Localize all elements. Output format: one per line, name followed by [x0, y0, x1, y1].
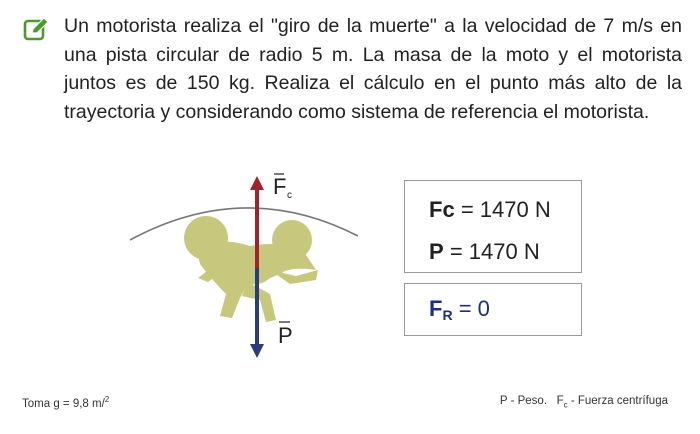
fc-value: = 1470 N [460, 197, 551, 222]
fr-value: = 0 [458, 296, 490, 321]
legend-f-subscript: c [563, 400, 568, 410]
fc-label [273, 174, 292, 201]
fr-subscript: R [442, 307, 453, 323]
weight-arrowhead [250, 344, 264, 358]
resultant-box [404, 283, 582, 336]
motorcycle-rider [184, 216, 318, 322]
gravity-text: Toma g = 9,8 m/ [22, 397, 105, 410]
p-label-letter: P [278, 323, 293, 348]
fc-equation [429, 197, 551, 223]
gravity-note [22, 395, 109, 410]
p-symbol: P [429, 239, 444, 264]
gravity-exponent: 2 [104, 395, 110, 404]
fc-label-subscript: c [287, 190, 292, 201]
centrifugal-arrowhead [250, 176, 264, 190]
fc-label-letter: F [273, 174, 287, 199]
problem-statement [22, 12, 682, 126]
legend-note [500, 395, 668, 409]
fr-symbol: F [429, 296, 443, 321]
resultant-equation [429, 296, 490, 323]
loop-diagram [120, 168, 370, 368]
problem-text: Un motorista realiza el "giro de la muerte" a la velocidad de 7 m/s en una pista circular de radio 5 m. La masa de la moto y el motorista juntos es de 150 kg. Realiza el cálculo en el punto más alto de la trayectoria y considerando como sistema de referencia el motorista. [64, 15, 682, 123]
edit-icon [22, 16, 50, 44]
p-value: = 1470 N [449, 239, 540, 264]
legend-f-symbol: F [556, 395, 564, 407]
legend-weight: P - Peso. [499, 395, 548, 407]
p-label [278, 322, 293, 348]
legend-centrifugal: - Fuerza centrífuga [567, 395, 668, 407]
circular-track [130, 208, 358, 240]
fc-symbol: Fc [429, 197, 455, 222]
p-equation [429, 239, 540, 265]
forces-box [404, 180, 582, 273]
